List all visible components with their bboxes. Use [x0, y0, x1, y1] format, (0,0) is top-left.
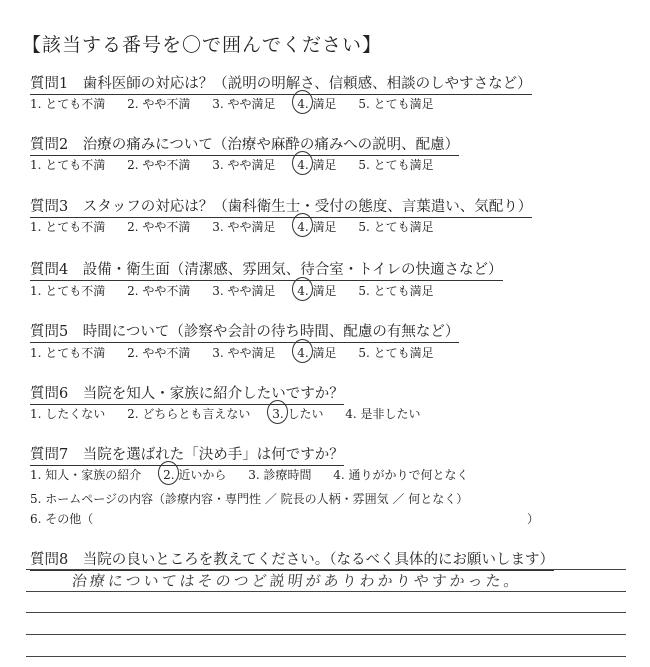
question-4-options: [30, 282, 452, 299]
q2-option-5[interactable]: 5. とても満足: [358, 158, 434, 172]
q3-option-3[interactable]: 3. やや満足: [212, 220, 276, 234]
question-7: [30, 443, 344, 466]
q4-option-4-selected[interactable]: [297, 282, 336, 299]
q2-option-3[interactable]: 3. やや満足: [212, 158, 276, 172]
page-title: 【該当する番号を〇で囲んでください】: [22, 34, 383, 56]
q2-option-4-selected[interactable]: [297, 156, 336, 173]
q4-option-5[interactable]: 5. とても満足: [358, 284, 434, 298]
q7-option-4[interactable]: 4. 通りがかりで何となく: [333, 468, 469, 482]
q1-option-5[interactable]: 5. とても満足: [358, 97, 434, 111]
q6-option-3-label: 3. したい: [272, 407, 324, 421]
q4-option-4-label: 4. 満足: [297, 284, 337, 298]
q4-option-2[interactable]: 2. やや不満: [127, 284, 191, 298]
q7-option-6-close: ）: [527, 512, 540, 526]
q1-option-1[interactable]: 1. とても不満: [30, 97, 106, 111]
question-1-label: 質問1 歯科医師の対応は？（説明の明解さ、信頼感、相談のしやすさなど）: [30, 72, 532, 95]
answer-line-3: [26, 612, 626, 613]
handwritten-answer[interactable]: 治療についてはそのつど説明がありわかりやすかった。: [71, 572, 523, 590]
question-4-label: 質問4 設備・衛生面（清潔感、雰囲気、待合室・トイレの快適さなど）: [30, 258, 503, 281]
question-2-options: [30, 156, 452, 173]
question-5-options: [30, 344, 452, 361]
selection-circle: [158, 461, 179, 485]
answer-line-4: [26, 634, 626, 635]
question-2-label: 質問2 治療の痛みについて（治療や麻酔の痛みへの説明、配慮）: [30, 133, 459, 156]
question-7-label: 質問7 当院を選ばれた「決め手」は何ですか？: [30, 443, 344, 466]
question-6-label: 質問6 当院を知人・家族に紹介したいですか？: [30, 382, 344, 405]
q5-option-2[interactable]: 2. やや不満: [127, 346, 191, 360]
question-2: [30, 133, 459, 156]
q7-option-1[interactable]: 1. 知人・家族の紹介: [30, 468, 142, 482]
q5-option-5[interactable]: 5. とても満足: [358, 346, 434, 360]
q7-option-3[interactable]: 3. 診療時間: [248, 468, 312, 482]
question-5: [30, 320, 459, 343]
q5-option-1[interactable]: 1. とても不満: [30, 346, 106, 360]
q5-option-4-label: 4. 満足: [297, 346, 337, 360]
question-4: [30, 258, 503, 281]
question-3-label: 質問3 スタッフの対応は？（歯科衛生士・受付の態度、言葉遣い、気配り）: [30, 195, 532, 218]
q6-option-2[interactable]: 2. どちらとも言えない: [127, 407, 251, 421]
q3-option-2[interactable]: 2. やや不満: [127, 220, 191, 234]
q1-option-4-selected[interactable]: [297, 95, 336, 112]
q7-option-2-label: 2. 近いから: [163, 468, 227, 482]
q3-option-4-label: 4. 満足: [297, 220, 337, 234]
q6-option-3-selected[interactable]: [272, 405, 323, 422]
answer-line-2: [26, 591, 626, 592]
q2-option-4-label: 4. 満足: [297, 158, 337, 172]
answer-line-5: [26, 656, 626, 657]
q6-option-1[interactable]: 1. したくない: [30, 407, 106, 421]
q1-option-4-label: 4. 満足: [297, 97, 337, 111]
q7-option-6-label[interactable]: 6. その他（: [30, 512, 94, 526]
question-8: [30, 548, 554, 571]
question-1-options: [30, 95, 452, 112]
q1-option-3[interactable]: 3. やや満足: [212, 97, 276, 111]
question-8-label: 質問8 当院の良いところを教えてください。（なるべく具体的にお願いします）: [30, 548, 554, 571]
q5-option-3[interactable]: 3. やや満足: [212, 346, 276, 360]
q3-option-1[interactable]: 1. とても不満: [30, 220, 106, 234]
question-5-label: 質問5 時間について（診察や会計の待ち時間、配慮の有無など）: [30, 320, 459, 343]
question-7-row-1: [30, 466, 487, 483]
q6-option-4[interactable]: 4. 是非したい: [345, 407, 421, 421]
q3-option-4-selected[interactable]: [297, 218, 336, 235]
question-3-options: [30, 218, 452, 235]
question-6: [30, 382, 344, 405]
q1-option-2[interactable]: 2. やや不満: [127, 97, 191, 111]
q5-option-4-selected[interactable]: [297, 344, 336, 361]
question-3: [30, 195, 532, 218]
q4-option-1[interactable]: 1. とても不満: [30, 284, 106, 298]
q2-option-1[interactable]: 1. とても不満: [30, 158, 106, 172]
q2-option-2[interactable]: 2. やや不満: [127, 158, 191, 172]
q7-option-2-selected[interactable]: [163, 466, 226, 483]
q3-option-5[interactable]: 5. とても満足: [358, 220, 434, 234]
question-6-options: [30, 405, 439, 422]
q4-option-3[interactable]: 3. やや満足: [212, 284, 276, 298]
question-1: [30, 72, 532, 95]
q7-option-5[interactable]: 5. ホームページの内容（診療内容・専門性 ／ 院長の人柄・雰囲気 ／ 何となく）: [30, 492, 469, 506]
